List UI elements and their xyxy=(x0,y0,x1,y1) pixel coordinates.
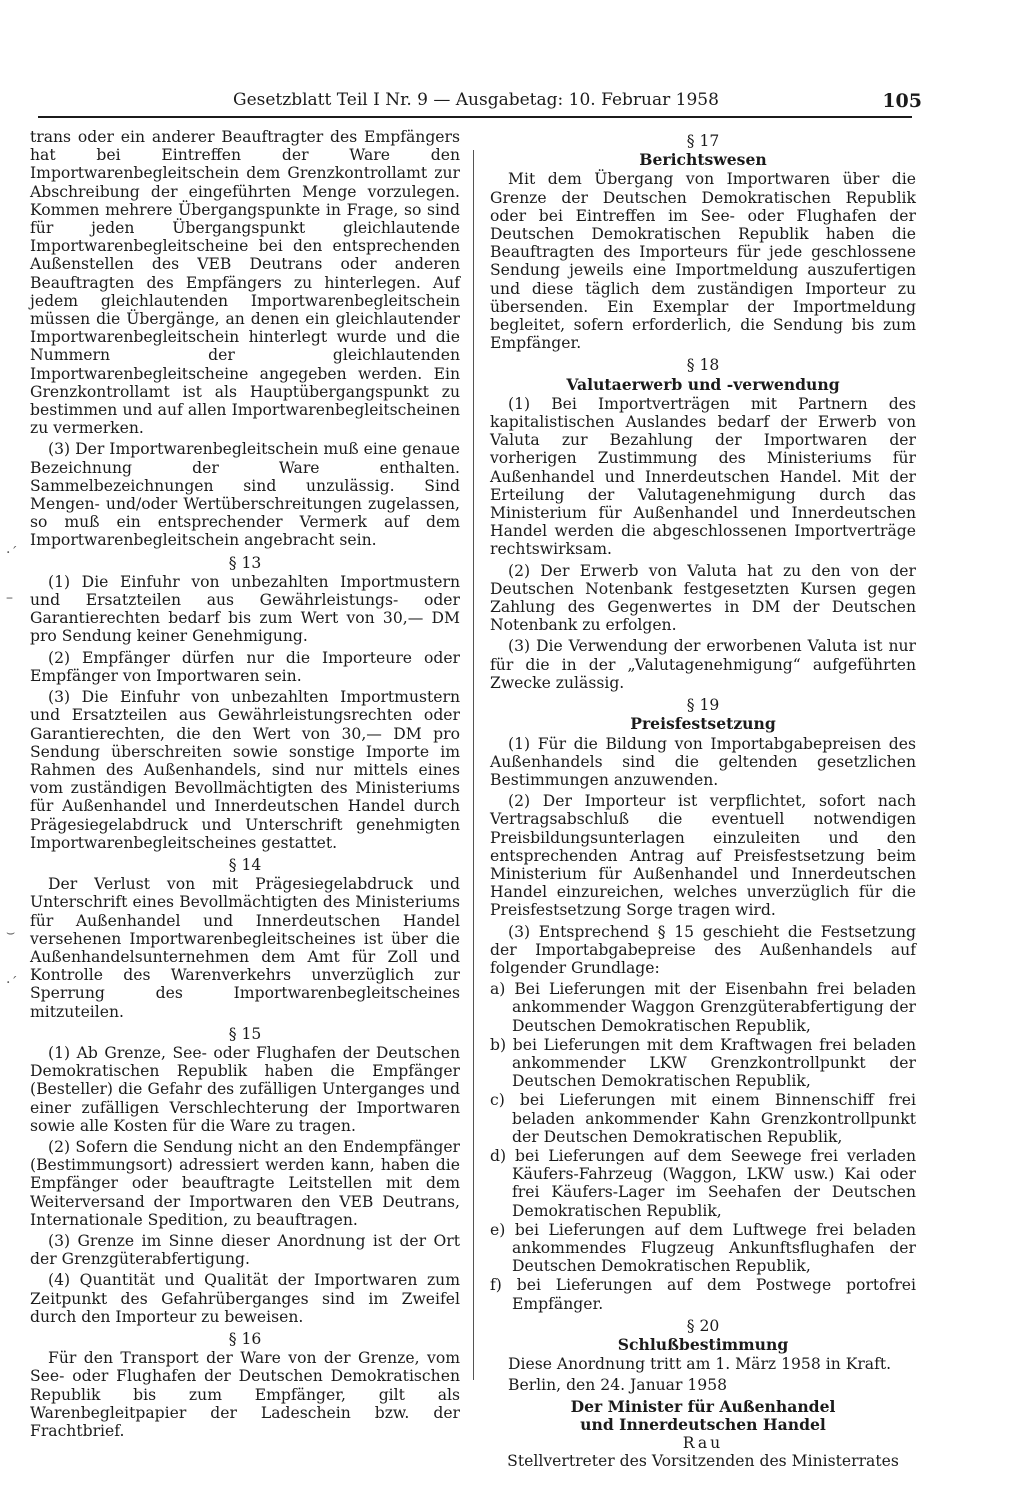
paragraph: (1) Die Einfuhr von unbezahlten Importmustern und Ersatzteilen aus Gewährleistungs- oder Garantierechten bedarf bis zum Wert von 30,— DM pro Sendung keiner Genehmigung. xyxy=(30,572,460,646)
paragraph: (3) Die Verwendung der erworbenen Valuta ist nur für die in der „Valutagenehmigung“ aufgeführten Zwecke zulässig. xyxy=(490,637,916,692)
section-heading: § 13 xyxy=(228,553,262,572)
paragraph: Mit dem Übergang von Importwaren über die Grenze der Deutschen Demokratischen Republik oder bei Eintreffen im See- oder Flughafen der Deutschen Demokratischen Republik haben die Beauftragten des Importeurs für jede geschlossene Sendung jeweils eine Importmeldung auszufertigen und diese täglich dem zuständigen Importeur zu übersenden. Ein Exemplar der Importmeldung begleitet, sofern erforderlich, die Sendung bis zum Empfänger. xyxy=(490,170,916,353)
section-heading: § 20 xyxy=(686,1316,720,1335)
paragraph: (1) Bei Importverträgen mit Partnern des kapitalistischen Auslandes bedarf der Erwerb von Valuta zur Bezahlung der Importwaren der vorherigen Zustimmung des Ministeriums für Außenhandel und Innerdeutschen Handel. Mit der Erteilung der Valutagenehmigung durch das Ministerium für Außenhandel und Innerdeutschen Handel werden die abgeschlossenen Importverträge rechtswirksam. xyxy=(490,394,916,559)
section-heading: § 14 xyxy=(228,855,262,874)
margin-mark: ·´ xyxy=(6,975,18,991)
signature-block xyxy=(490,1398,916,1471)
section-title: Valutaerwerb und -verwendung xyxy=(566,374,840,394)
paragraph: Für den Transport der Ware von der Grenze, vom See- oder Flughafen der Deutschen Demokratischen Republik bis zum Empfänger, gilt als Warenbegleitpapier der Ladeschein bzw. der Frachtbrief. xyxy=(30,1349,460,1441)
paragraph: (3) Grenze im Sinne dieser Anordnung ist der Ort der Grenzgüterabfertigung. xyxy=(30,1231,460,1269)
right-column xyxy=(490,128,916,1470)
signatory-title: Der Minister für Außenhandel xyxy=(570,1396,836,1416)
section-heading: § 19 xyxy=(686,696,720,715)
paragraph: (3) Der Importwarenbegleitschein muß eine genaue Bezeichnung der Ware enthalten. Sammelbezeichnungen sind unzulässig. Sind Mengen- und/oder Wertüberschreitungen zugelassen, so muß ein entsprechender Vermerk auf dem Importwarenbegleitschein angebracht sein. xyxy=(30,440,460,550)
pricing-list xyxy=(490,980,916,1313)
page-number: 105 xyxy=(882,90,922,112)
paragraph: Diese Anordnung tritt am 1. März 1958 in Kraft. xyxy=(508,1355,892,1374)
list-item: a) Bei Lieferungen mit der Eisenbahn frei beladen ankommender Waggon Grenzgüterabfertigung der Deutschen Demokratischen Republik, xyxy=(490,980,916,1035)
signatory-role: Stellvertreter des Vorsitzenden des Ministerrates xyxy=(507,1452,899,1471)
section-heading: § 18 xyxy=(686,356,720,375)
margin-mark: ·´ xyxy=(6,545,18,561)
paragraph: (2) Der Erwerb von Valuta hat zu den von der Deutschen Notenbank festgesetzten Kursen gegen Zahlung des Gegenwertes in DM der Deutschen Notenbank zu erfolgen. xyxy=(490,561,916,635)
paragraph: trans oder ein anderer Beauftragter des Empfängers hat bei Eintreffen der Ware den Importwarenbegleitschein dem Grenzkontrollamt zur Abschreibung der eingeführten Menge vorzulegen. Kommen mehrere Übergangspunkte in Frage, so sind für jeden Übergangspunkt gleichlautende Importwarenbegleitscheine bei den entsprechenden Außenstellen des VEB Deutrans oder anderen Beauftragten des Empfängers zu hinterlegen. Auf jedem gleichlautenden Importwarenbegleitschein müssen die Übergänge, an denen ein gleichlautender Importwarenbegleitschein hinterlegt wurde und die Nummern der gleichlautenden Importwarenbegleitscheine angegeben werden. Ein Grenzkontrollamt ist als Hauptübergangspunkt zu bestimmen und auf allen Importwarenbegleitscheinen zu vermerken. xyxy=(30,128,460,438)
page-header xyxy=(38,90,922,118)
paragraph: (2) Empfänger dürfen nur die Importeure oder Empfänger von Importwaren sein. xyxy=(30,648,460,685)
paragraph: (2) Der Importeur ist verpflichtet, sofort nach Vertragsabschluß die eventuell notwendigen Preisbildungsunterlagen einzuleiten und den entsprechenden Antrag auf Preisfestsetzung beim Ministerium für Außenhandel und Innerdeutschen Handel einzureichen, welches unverzüglich für die Preisfestsetzung Sorge tragen wird. xyxy=(490,792,916,920)
paragraph: (4) Quantität und Qualität der Importwaren zum Zeitpunkt des Gefahrüberganges sind im Zweifel durch den Importeur zu beweisen. xyxy=(30,1271,460,1326)
paragraph: (1) Ab Grenze, See- oder Flughafen der Deutschen Demokratischen Republik haben die Empfänger (Besteller) die Gefahr des zufälligen Unterganges und einer zufälligen Verschlechterung der Importwaren sowie alle Kosten für die Ware zu tragen. xyxy=(30,1043,460,1135)
list-item: c) bei Lieferungen mit einem Binnenschiff frei beladen ankommender Kahn Grenzkontrollpunkt der Deutschen Demokratischen Republik, xyxy=(490,1091,916,1146)
paragraph: (3) Die Einfuhr von unbezahlten Importmustern und Ersatzteilen aus Gewährleistungsrechten oder Garantierechten, die den Wert von 30,— DM pro Sendung überschreiten sowie sonstige Importe im Rahmen des Außenhandels, sind nur mittels eines vom zuständigen Bevollmächtigten des Ministeriums für Außenhandel und Innerdeutschen Handel durch Prägesiegelabdruck und Unterschrift genehmigten Importwarenbegleitscheines gestattet. xyxy=(30,688,460,852)
list-item: d) bei Lieferungen auf dem Seewege frei verladen Käufers-Fahrzeug (Waggon, LKW usw.) Kai oder frei Käufers-Lager im Seehafen der Deutschen Demokratischen Republik, xyxy=(490,1146,916,1220)
paragraph: (2) Sofern die Sendung nicht an den Endempfänger (Bestimmungsort) adressiert werden kann, haben die Empfänger oder beauftragte Leitstellen mit dem Weiterversand der Importwaren den VEB Deutrans, Internationale Spedition, zu beauftragen. xyxy=(30,1137,460,1229)
margin-mark: ⌣ xyxy=(6,925,16,941)
list-item: b) bei Lieferungen mit dem Kraftwagen frei beladen ankommender LKW Grenzkontrollpunkt der Deutschen Demokratischen Republik, xyxy=(490,1035,916,1091)
signatory-title: und Innerdeutschen Handel xyxy=(580,1414,826,1434)
section-heading: § 15 xyxy=(228,1024,262,1043)
paragraph: (3) Entsprechend § 15 geschieht die Festsetzung der Importabgabepreise des Außenhandels auf folgender Grundlage: xyxy=(490,922,916,977)
section-heading: § 17 xyxy=(686,132,720,150)
section-title: Berichtswesen xyxy=(639,150,767,170)
left-column xyxy=(30,128,460,1443)
section-heading: § 16 xyxy=(228,1330,262,1348)
column-divider xyxy=(473,150,474,1380)
list-item: e) bei Lieferungen auf dem Luftwege frei beladen ankommendes Flugzeug Ankunftsflughafen der Deutschen Demokratischen Republik, xyxy=(490,1220,916,1276)
section-title: Schlußbestimmung xyxy=(617,1335,789,1354)
place-date: Berlin, den 24. Januar 1958 xyxy=(508,1376,728,1395)
signatory-name: Rau xyxy=(682,1434,724,1453)
header-title: Gesetzblatt Teil I Nr. 9 — Ausgabetag: 10. Februar 1958 xyxy=(233,90,719,110)
paragraph: Der Verlust von mit Prägesiegelabdruck und Unterschrift eines Bevollmächtigten des Ministeriums für Außenhandel und Innerdeutschen Handel versehenen Importwarenbegleitscheines ist über die Außenhandelsunternehmen dem Amt für Zoll und Kontrolle des Warenverkehrs unverzüglich zur Sperrung des Importwarenbegleitscheines mitzuteilen. xyxy=(30,875,460,1021)
paragraph: (1) Für die Bildung von Importabgabepreisen des Außenhandels sind die geltenden gesetzlichen Bestimmungen anzuwenden. xyxy=(490,734,916,789)
section-title: Preisfestsetzung xyxy=(630,714,776,734)
list-item: f) bei Lieferungen auf dem Postwege portofrei Empfänger. xyxy=(490,1276,916,1313)
margin-mark: – xyxy=(6,590,13,606)
